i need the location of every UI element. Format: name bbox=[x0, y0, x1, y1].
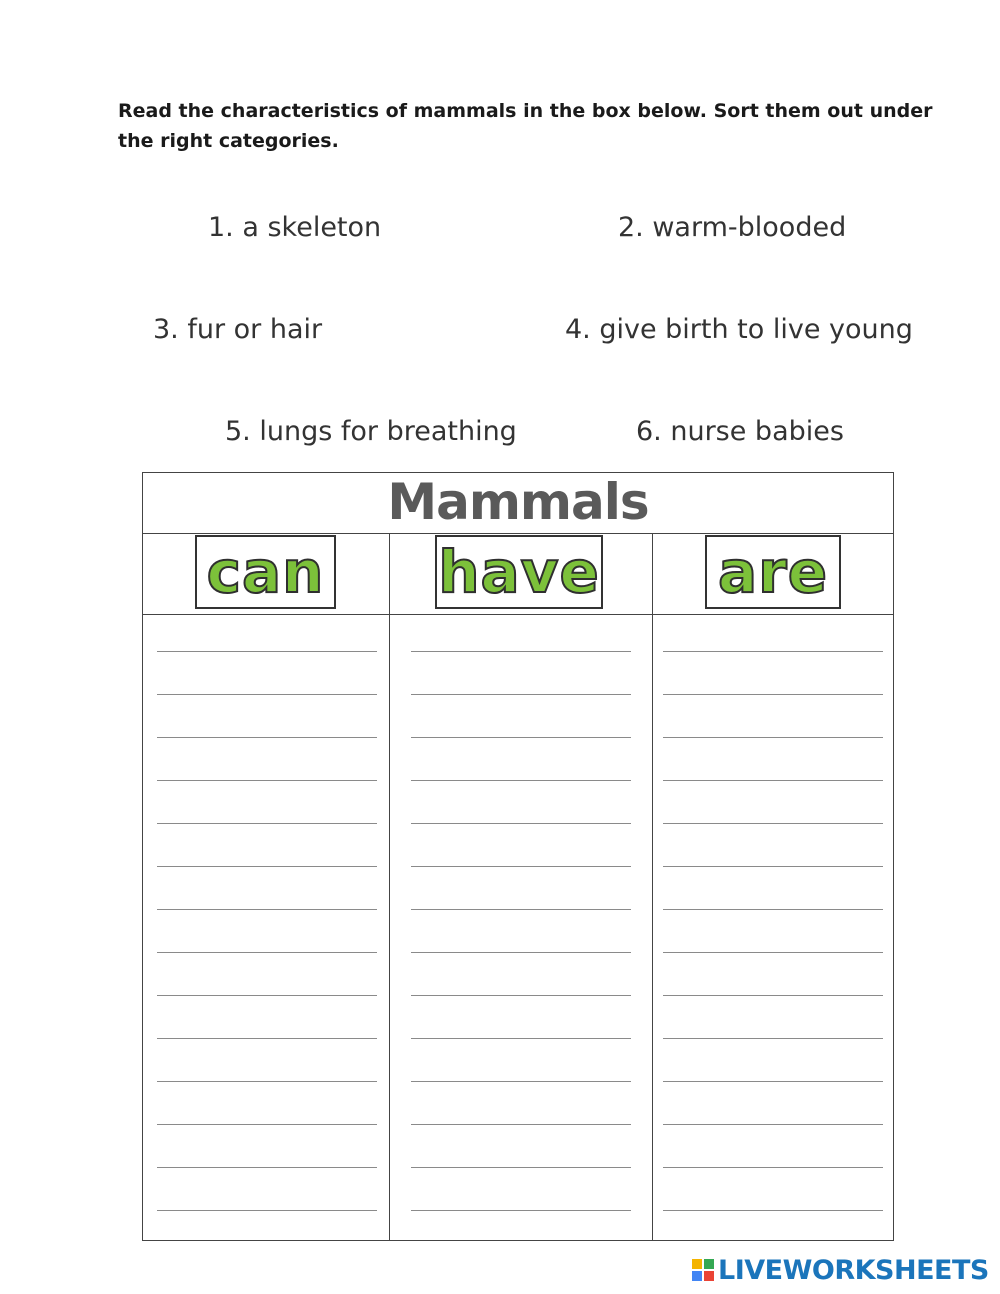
answer-line[interactable] bbox=[663, 952, 883, 953]
answer-line[interactable] bbox=[157, 1038, 377, 1039]
column-divider bbox=[389, 533, 390, 1240]
answer-line[interactable] bbox=[663, 1210, 883, 1211]
answer-line[interactable] bbox=[663, 1081, 883, 1082]
answer-line[interactable] bbox=[663, 823, 883, 824]
category-can-label bbox=[195, 535, 336, 609]
answer-line[interactable] bbox=[411, 952, 631, 953]
answer-line[interactable] bbox=[663, 651, 883, 652]
answer-line[interactable] bbox=[663, 1124, 883, 1125]
characteristic-4: 4. give birth to live young bbox=[565, 314, 913, 345]
answer-line[interactable] bbox=[157, 1124, 377, 1125]
category-header-row bbox=[143, 533, 893, 615]
answer-line[interactable] bbox=[663, 866, 883, 867]
answer-line[interactable] bbox=[663, 1038, 883, 1039]
characteristic-6: 6. nurse babies bbox=[636, 416, 844, 447]
answer-line[interactable] bbox=[157, 995, 377, 996]
category-have-text: have bbox=[438, 538, 600, 606]
column-divider bbox=[652, 533, 653, 1240]
answer-line[interactable] bbox=[157, 823, 377, 824]
answer-line[interactable] bbox=[411, 1081, 631, 1082]
answer-line[interactable] bbox=[411, 737, 631, 738]
answer-line[interactable] bbox=[411, 780, 631, 781]
liveworksheets-brand bbox=[692, 1255, 989, 1285]
answer-line[interactable] bbox=[411, 651, 631, 652]
answer-line[interactable] bbox=[157, 952, 377, 953]
category-are-text: are bbox=[717, 538, 829, 606]
answer-line[interactable] bbox=[157, 737, 377, 738]
answer-line[interactable] bbox=[157, 866, 377, 867]
answer-line[interactable] bbox=[157, 1081, 377, 1082]
answer-line[interactable] bbox=[411, 823, 631, 824]
answer-line[interactable] bbox=[157, 651, 377, 652]
answer-line[interactable] bbox=[411, 995, 631, 996]
category-have-label bbox=[435, 535, 603, 609]
brand-name: LIVEWORKSHEETS bbox=[718, 1254, 989, 1286]
table-title: Mammals bbox=[387, 473, 649, 531]
answer-line[interactable] bbox=[663, 780, 883, 781]
answer-line[interactable] bbox=[157, 780, 377, 781]
answer-line[interactable] bbox=[157, 694, 377, 695]
answer-line[interactable] bbox=[411, 1210, 631, 1211]
answer-line[interactable] bbox=[411, 1167, 631, 1168]
answer-line[interactable] bbox=[663, 995, 883, 996]
answer-line[interactable] bbox=[663, 737, 883, 738]
characteristic-3: 3. fur or hair bbox=[153, 314, 323, 345]
table-title-row bbox=[143, 473, 893, 534]
answer-line[interactable] bbox=[663, 909, 883, 910]
sorting-table bbox=[142, 472, 894, 1241]
answer-line[interactable] bbox=[411, 1038, 631, 1039]
answer-line[interactable] bbox=[157, 1210, 377, 1211]
category-can-text: can bbox=[206, 538, 325, 606]
answer-line[interactable] bbox=[157, 1167, 377, 1168]
characteristic-5: 5. lungs for breathing bbox=[225, 416, 517, 447]
answer-line[interactable] bbox=[411, 909, 631, 910]
answer-line[interactable] bbox=[663, 1167, 883, 1168]
answer-line[interactable] bbox=[157, 909, 377, 910]
answer-line[interactable] bbox=[411, 1124, 631, 1125]
liveworksheets-logo-icon bbox=[692, 1259, 714, 1281]
characteristic-2: 2. warm-blooded bbox=[618, 212, 847, 243]
category-are-label bbox=[705, 535, 841, 609]
answer-line[interactable] bbox=[411, 866, 631, 867]
instructions-text: Read the characteristics of mammals in the box below. Sort them out under the right categories. bbox=[118, 100, 933, 152]
characteristic-1: 1. a skeleton bbox=[208, 212, 382, 243]
answer-line[interactable] bbox=[663, 694, 883, 695]
answer-line[interactable] bbox=[411, 694, 631, 695]
